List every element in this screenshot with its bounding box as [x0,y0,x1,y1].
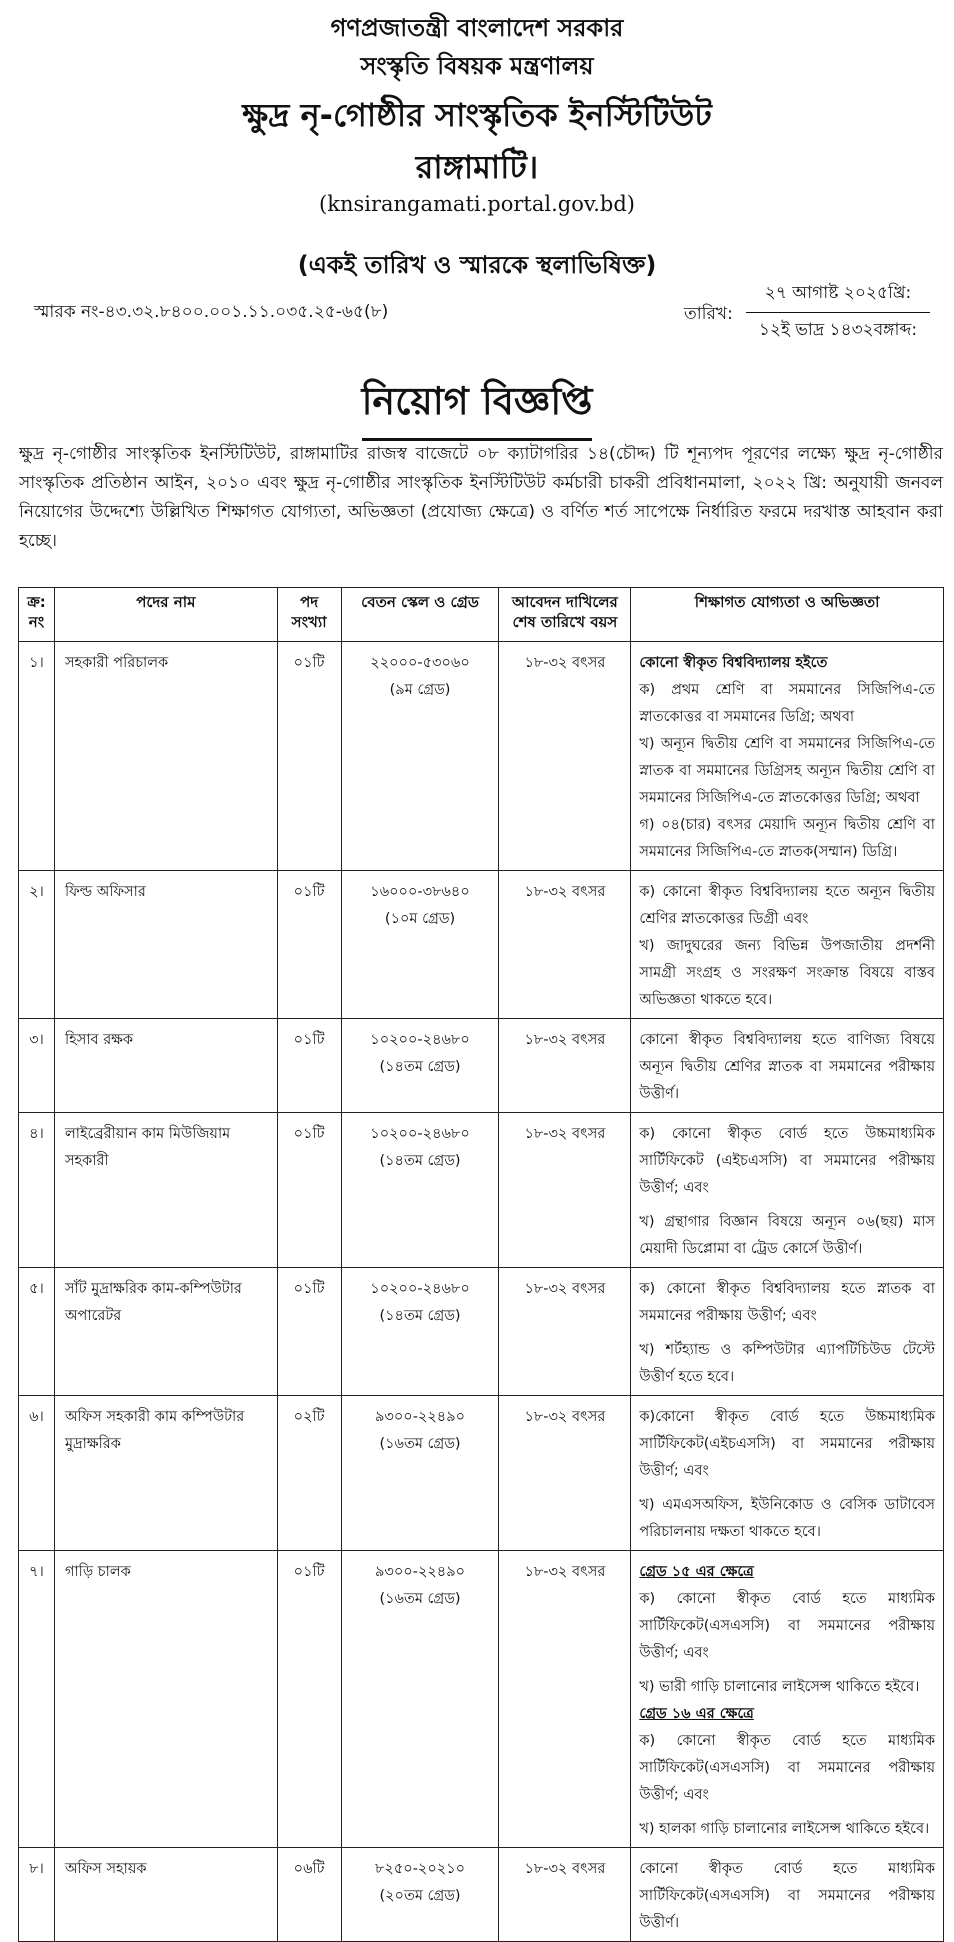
pay-scale-cell [341,1019,499,1113]
institute-location: রাঙ্গামাটি। [415,148,539,186]
post-name: সহকারী পরিচালক [54,642,277,871]
row-number: ৮। [19,1848,55,1942]
qualification-cell [631,1848,944,1942]
qualification-line: ক) কোনো স্বীকৃত বিশ্ববিদ্যালয় হতে অন্যূন দ্বিতীয় শ্রেণির স্নাতকোত্তর ডিগ্রী এবং [639,884,935,927]
header-no: ক্র: নং [19,588,55,642]
grade: (১৬তম গ্রেড) [379,1436,461,1452]
replacement-note: (একই তারিখ ও স্মারকে স্থলাভিষিক্ত) [297,251,657,279]
table-row [19,1396,944,1551]
qualification-cell [631,1113,944,1268]
post-count: ০১টি [277,871,341,1019]
website: (knsirangamati.portal.gov.bd) [319,192,635,216]
qualification-line: কোনো স্বীকৃত বিশ্ববিদ্যালয় হতে বাণিজ্য বিষয়ে অন্যূন দ্বিতীয় শ্রেণির স্নাতক বা সমমানের পরীক্ষায় উত্তীর্ণ। [639,1032,935,1102]
pay-scale: ১০২০০-২৪৬৮০ [370,1281,470,1297]
notice-title-wrap [0,372,954,441]
post-name: অফিস সহকারী কাম কম্পিউটার মুদ্রাক্ষরিক [54,1396,277,1551]
date-bengali: ১২ই ভাদ্র ১৪৩২বঙ্গাব্দ: [758,320,918,340]
qualification-line: ক) কোনো স্বীকৃত বোর্ড হতে মাধ্যমিক সার্টিফিকেট(এসএসসি) বা সমমানের পরীক্ষায় উত্তীর্ণ; এবং [639,1733,935,1803]
pay-scale-cell [341,1848,499,1942]
row-number: ৫। [19,1268,55,1396]
grade: (১৪তম গ্রেড) [379,1308,461,1324]
qualification-line: খ) অন্যূন দ্বিতীয় শ্রেণি বা সমমানের সিজিপিএ-তে স্নাতক বা সমমানের ডিগ্রিসহ অন্যূন দ্বিতীয় শ্রেণি বা সমমানের সিজিপিএ-তে স্নাতকোত্তর ডিগ্রি; অথবা [639,736,935,806]
qualification-line: ক) কোনো স্বীকৃত বোর্ড হতে উচ্চমাধ্যমিক সার্টিফিকেট (এইচএসসি) বা সমমানের পরীক্ষায় উত্তীর্ণ; এবং [639,1126,935,1196]
qualification-line: ক)কোনো স্বীকৃত বোর্ড হতে উচ্চমাধ্যমিক সার্টিফিকেট(এইচএসসি) বা সমমানের পরীক্ষায় উত্তীর্ণ; এবং [639,1409,935,1479]
age-limit: ১৮-৩২ বৎসর [499,642,631,871]
post-count: ০১টি [277,1268,341,1396]
grade: (১০ম গ্রেড) [384,911,456,927]
row-number: ৬। [19,1396,55,1551]
post-name: অফিস সহায়ক [54,1848,277,1942]
posts-table [18,587,944,1942]
header-count: পদ সংখ্যা [277,588,341,642]
pay-scale-cell [341,1113,499,1268]
table-row [19,1848,944,1942]
post-name: লাইব্রেরীয়ান কাম মিউজিয়াম সহকারী [54,1113,277,1268]
post-count: ০৬টি [277,1848,341,1942]
qualification-line: খ) শর্টহ্যান্ড ও কম্পিউটার এ্যাপটিচিউড টেস্টে উত্তীর্ণ হতে হবে। [639,1342,935,1385]
pay-scale-cell [341,1268,499,1396]
row-number: ৩। [19,1019,55,1113]
row-number: ১। [19,642,55,871]
ministry-name: সংস্কৃতি বিষয়ক মন্ত্রণালয় [360,52,594,80]
pay-scale: ১০২০০-২৪৬৮০ [370,1126,470,1142]
post-count: ০২টি [277,1396,341,1551]
pay-scale-cell [341,871,499,1019]
qualification-cell [631,871,944,1019]
pay-scale: ৮২৫০-২০২১০ [375,1861,466,1877]
qualification-line: গ্রেড ১৫ এর ক্ষেত্রে [639,1564,754,1580]
pay-scale-cell [341,1551,499,1848]
government-name: গণপ্রজাতন্ত্রী বাংলাদেশ সরকার [330,14,624,42]
table-body [19,642,944,1942]
qualification-line: খ) জাদুঘরের জন্য বিভিন্ন উপজাতীয় প্রদর্শনী সামগ্রী সংগ্রহ ও সংরক্ষণ সংক্রান্ত বিষয়ে বাস্তব অভিজ্ঞতা থাকতে হবে। [639,938,935,1008]
qualification-line: ক) কোনো স্বীকৃত বিশ্ববিদ্যালয় হতে স্নাতক বা সমমানের পরীক্ষায় উত্তীর্ণ; এবং [639,1281,935,1324]
grade: (২০তম গ্রেড) [379,1888,461,1904]
date-gregorian: ২৭ আগাষ্ট ২০২৫খ্রি: [746,280,930,313]
notice-title: নিয়োগ বিজ্ঞপ্তি [362,372,593,441]
qualification-line: ক) কোনো স্বীকৃত বোর্ড হতে মাধ্যমিক সার্টিফিকেট(এসএসসি) বা সমমানের পরীক্ষায় উত্তীর্ণ; এবং [639,1591,935,1661]
header-qual: শিক্ষাগত যোগ্যতা ও অভিজ্ঞতা [631,588,944,642]
date-box [746,280,930,345]
institute-name: ক্ষুদ্র নৃ-গোষ্ঠীর সাংস্কৃতিক ইনস্টিটিউট [242,96,712,134]
header-pay: বেতন স্কেল ও গ্রেড [341,588,499,642]
post-name: হিসাব রক্ষক [54,1019,277,1113]
qualification-cell [631,642,944,871]
post-name: ফিল্ড অফিসার [54,871,277,1019]
grade: (৯ম গ্রেড) [389,682,451,698]
age-limit: ১৮-৩২ বৎসর [499,1551,631,1848]
row-number: ৪। [19,1113,55,1268]
post-count: ০১টি [277,1113,341,1268]
row-number: ৭। [19,1551,55,1848]
post-name: গাড়ি চালক [54,1551,277,1848]
qualification-line: গ) ০৪(চার) বৎসর মেয়াদি অন্যূন দ্বিতীয় শ্রেণি বা সমমানের সিজিপিএ-তে স্নাতক(সম্মান) ডিগ্রি। [639,817,935,860]
grade: (১৪তম গ্রেড) [379,1153,461,1169]
post-count: ০১টি [277,1551,341,1848]
age-limit: ১৮-৩২ বৎসর [499,1113,631,1268]
qualification-line: খ) এমএসঅফিস, ইউনিকোড ও বেসিক ডাটাবেস পরিচালনায় দক্ষতা থাকতে হবে। [639,1497,935,1540]
table-row [19,642,944,871]
qualification-cell [631,1551,944,1848]
grade: (১৪তম গ্রেড) [379,1059,461,1075]
header-name: পদের নাম [54,588,277,642]
grade: (১৬তম গ্রেড) [379,1591,461,1607]
pay-scale: ১৬০০০-৩৮৬৪০ [370,884,470,900]
post-count: ০১টি [277,1019,341,1113]
pay-scale: ৯৩০০-২২৪৯০ [375,1564,466,1580]
qualification-cell [631,1019,944,1113]
table-row [19,1268,944,1396]
table-header-row [19,588,944,642]
table-row [19,1551,944,1848]
pay-scale-cell [341,1396,499,1551]
age-limit: ১৮-৩২ বৎসর [499,1268,631,1396]
age-limit: ১৮-৩২ বৎসর [499,1848,631,1942]
qualification-line: ক) প্রথম শ্রেণি বা সমমানের সিজিপিএ-তে স্নাতকোত্তর বা সমমানের ডিগ্রি; অথবা [639,682,935,725]
qualification-line: খ) হালকা গাড়ি চালানোর লাইসেন্স থাকিতে হইবে। [639,1821,930,1837]
qualification-line: কোনো স্বীকৃত বোর্ড হতে মাধ্যমিক সার্টিফিকেট(এসএসসি) বা সমমানের পরীক্ষায় উত্তীর্ণ। [639,1861,935,1931]
intro-paragraph: ক্ষুদ্র নৃ-গোষ্ঠীর সাংস্কৃতিক ইনস্টিটিউট, রাঙ্গামাটির রাজস্ব বাজেটে ০৮ ক্যাটাগরির ১৪(চৌদ্দ) টি শূন্যপদ পূরণের লক্ষ্যে ক্ষুদ্র নৃ-গোষ্ঠীর সাংস্কৃতিক প্রতিষ্ঠান আইন, ২০১০ এবং ক্ষুদ্র নৃ-গোষ্ঠীর সাংস্কৃতিক ইনস্টিটিউট কর্মচারী চাকরী প্রবিধানমালা, ২০২২ খ্রি: অনুযায়ী জনবল নিয়োগের উদ্দেশ্যে উল্লিখিত শিক্ষাগত যোগ্যতা, অভিজ্ঞতা (প্রযোজ্য ক্ষেত্রে) ও বর্ণিত শর্ত সাপেক্ষে নির্ধারিত ফরমে দরখাস্ত আহবান করা হচ্ছে। [19,444,943,551]
table-row [19,871,944,1019]
memo-number: স্মারক নং-৪৩.৩২.৮৪০০.০০১.১১.০৩৫.২৫-৬৫(৮) [34,302,389,322]
post-count: ০১টি [277,642,341,871]
header-age: আবেদন দাখিলের শেষ তারিখে বয়স [499,588,631,642]
age-limit: ১৮-৩২ বৎসর [499,1019,631,1113]
pay-scale-cell [341,642,499,871]
qualification-cell [631,1268,944,1396]
qualification-line: খ) গ্রন্থাগার বিজ্ঞান বিষয়ে অন্যূন ০৬(ছয়) মাস মেয়াদী ডিপ্লোমা বা ট্রেড কোর্সে উত্তীর্ণ। [639,1214,935,1257]
pay-scale: ৯৩০০-২২৪৯০ [375,1409,466,1425]
date-label: তারিখ: [684,304,733,324]
qualification-line: খ) ভারী গাড়ি চালানোর লাইসেন্স থাকিতে হইবে। [639,1679,920,1695]
age-limit: ১৮-৩২ বৎসর [499,1396,631,1551]
post-name: সাঁট মুদ্রাক্ষরিক কাম-কম্পিউটার অপারেটর [54,1268,277,1396]
qualification-line: কোনো স্বীকৃত বিশ্ববিদ্যালয় হইতে [639,655,828,671]
pay-scale: ১০২০০-২৪৬৮০ [370,1032,470,1048]
age-limit: ১৮-৩২ বৎসর [499,871,631,1019]
table-row [19,1113,944,1268]
table-row [19,1019,944,1113]
qualification-cell [631,1396,944,1551]
pay-scale: ২২০০০-৫৩০৬০ [370,655,470,671]
qualification-line: গ্রেড ১৬ এর ক্ষেত্রে [639,1706,754,1722]
row-number: ২। [19,871,55,1019]
